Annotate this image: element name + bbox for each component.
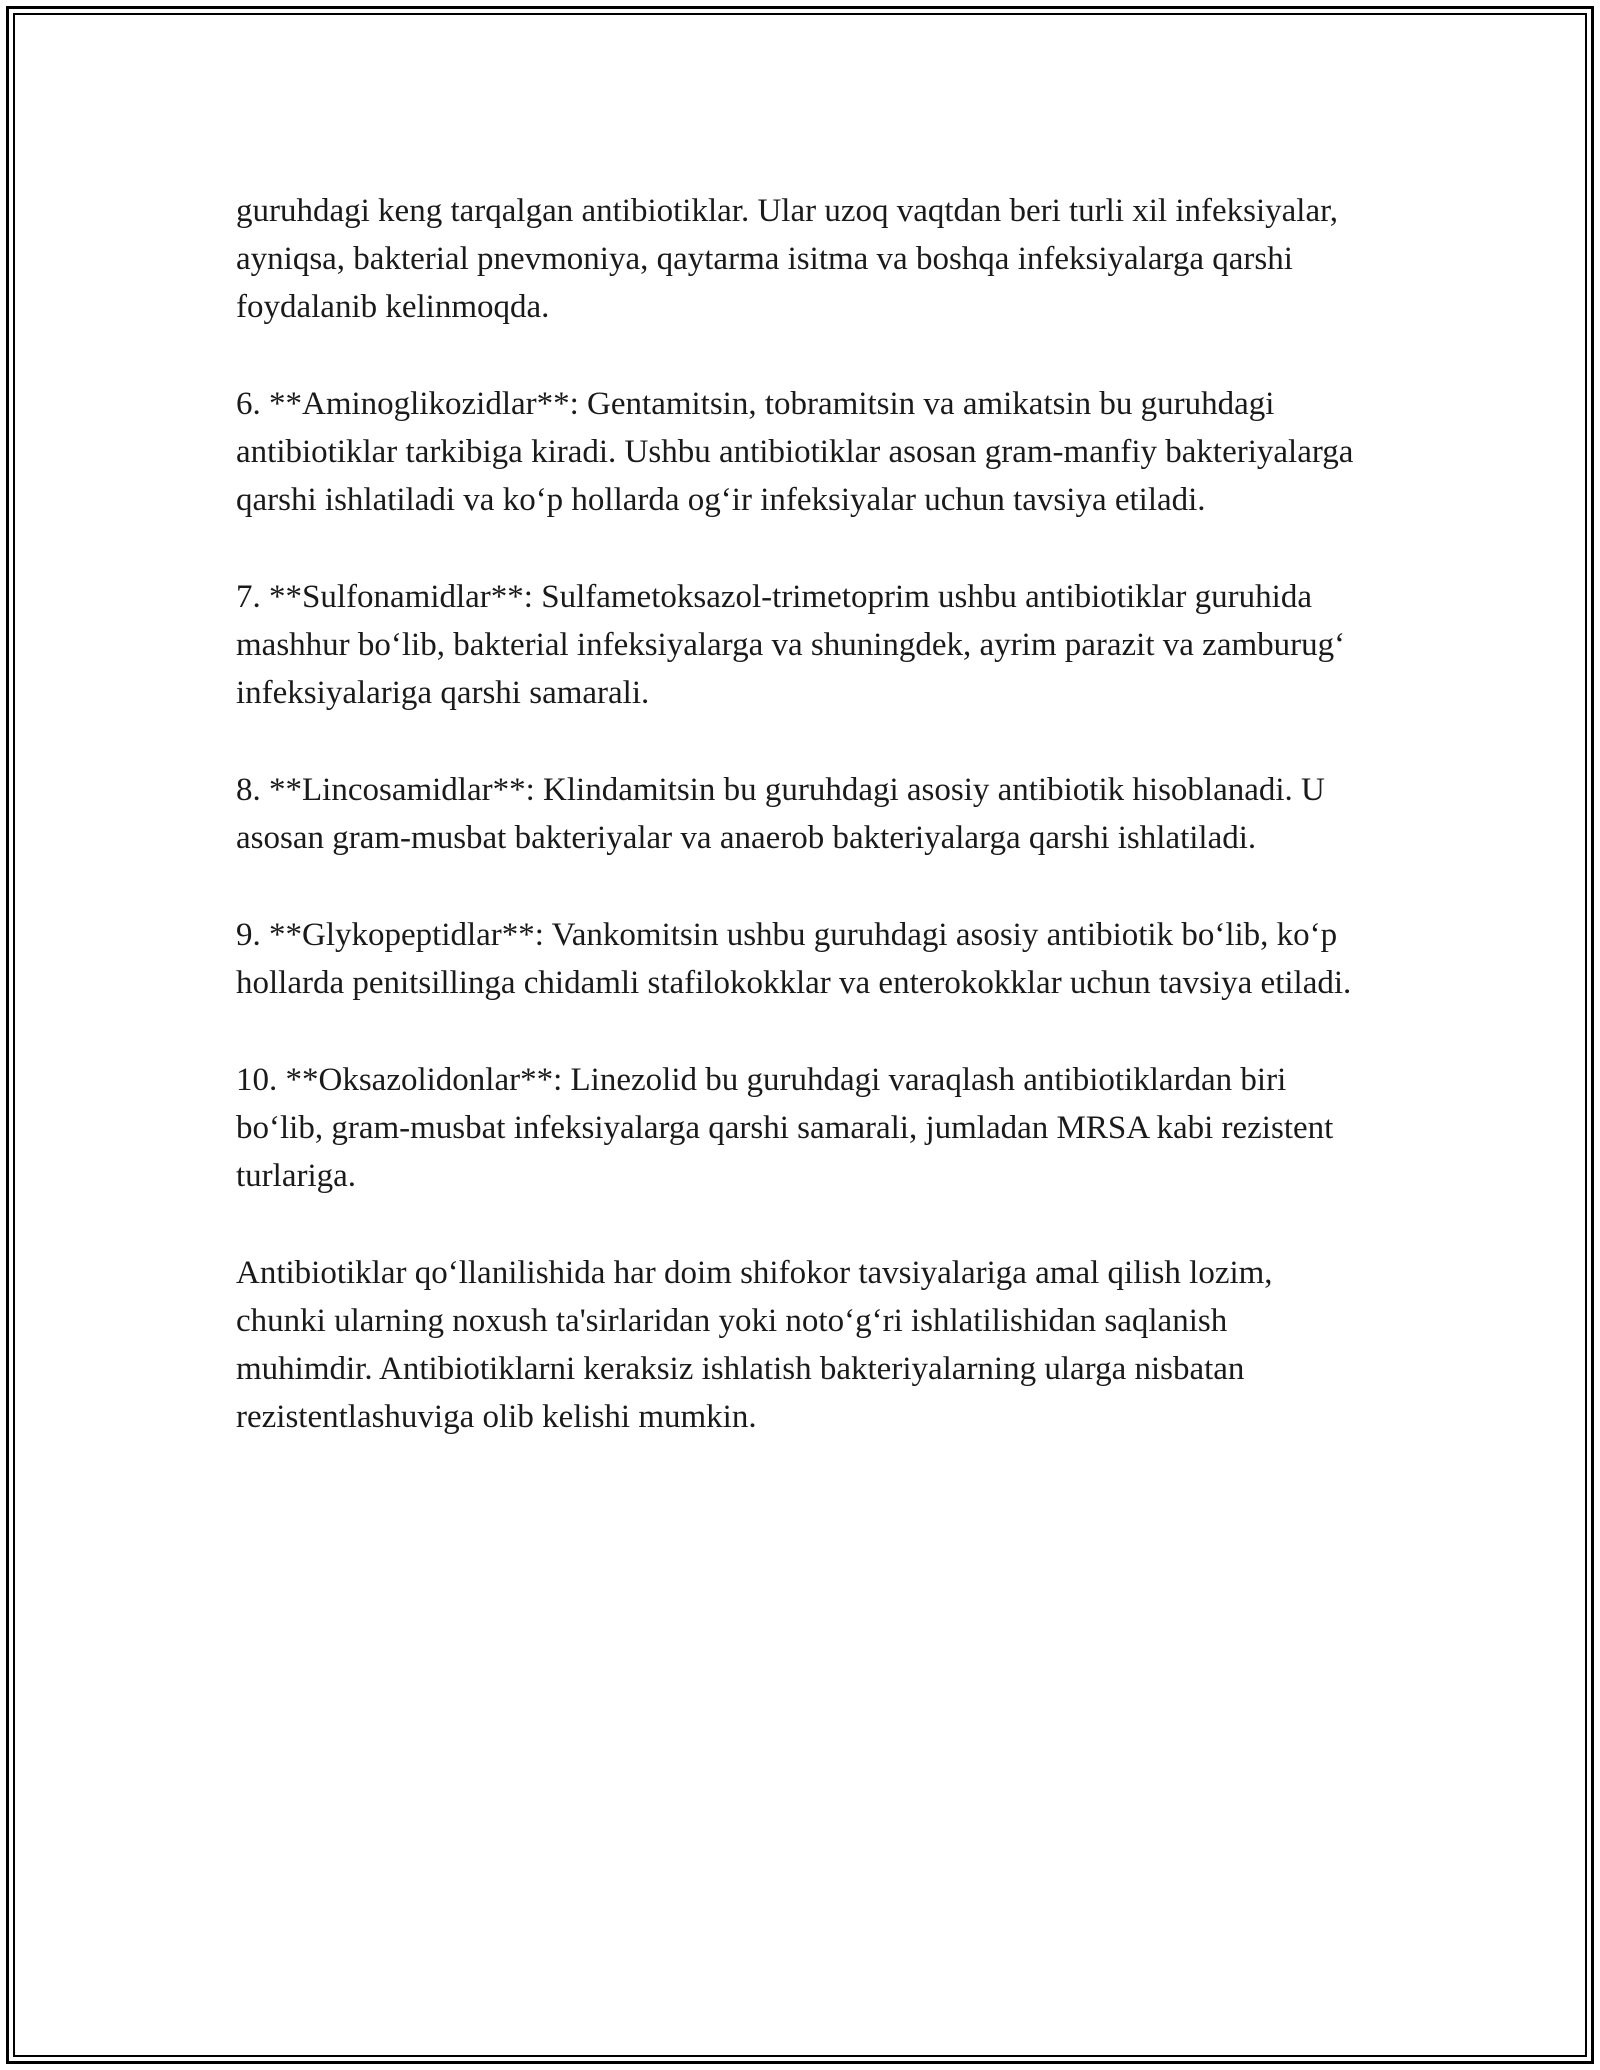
paragraph-glykopeptidlar: 9. **Glykopeptidlar**: Vankomitsin ushbu guruhdagi asosiy antibiotik bo‘lib, ko‘p hollarda penitsillinga chidamli stafilokokklar va enterokokklar uchun tavsiya etiladi.: [236, 917, 1352, 1001]
paragraph-intro-continuation: guruhdagi keng tarqalgan antibiotiklar. Ular uzoq vaqtdan beri turli xil infeksiyalar, ayniqsa, bakterial pnevmoniya, qaytarma isitma va boshqa infeksiyalarga qarshi foydalanib kelinmoqda.: [236, 193, 1339, 325]
paragraph-lincosamidlar: 8. **Lincosamidlar**: Klindamitsin bu guruhdagi asosiy antibiotik hisoblanadi. U asosan gram-musbat bakteriyalar va anaerob bakteriyalarga qarshi ishlatiladi.: [236, 772, 1325, 856]
paragraph-aminoglikozidlar: 6. **Aminoglikozidlar**: Gentamitsin, tobramitsin va amikatsin bu guruhdagi antibiotiklar tarkibiga kiradi. Ushbu antibiotiklar asosan gram-manfiy bakteriyalarga qarshi ishlatiladi va ko‘p hollarda og‘ir infeksiyalar uchun tavsiya etiladi.: [236, 386, 1354, 518]
paragraph-sulfonamidlar: 7. **Sulfonamidlar**: Sulfametoksazol-trimetoprim ushbu antibiotiklar guruhida mashhur bo‘lib, bakterial infeksiyalarga va shuningdek, ayrim parazit va zamburug‘ infeksiyalariga qarshi samarali.: [236, 579, 1346, 711]
paragraph-conclusion: Antibiotiklar qo‘llanilishida har doim shifokor tavsiyalariga amal qilish lozim, chunki ularning noxush ta'sirlaridan yoki noto‘g‘ri ishlatilishidan saqlanish muhimdir. Antibiotiklarni keraksiz ishlatish bakteriyalarning ularga nisbatan rezistentlashuviga olib kelishi mumkin.: [236, 1255, 1273, 1435]
paragraph-oksazolidonlar: 10. **Oksazolidonlar**: Linezolid bu guruhdagi varaqlash antibiotiklardan biri bo‘lib, gram-musbat infeksiyalarga qarshi samarali, jumladan MRSA kabi rezistent turlariga.: [236, 1062, 1334, 1194]
document-body: [236, 187, 1361, 1441]
